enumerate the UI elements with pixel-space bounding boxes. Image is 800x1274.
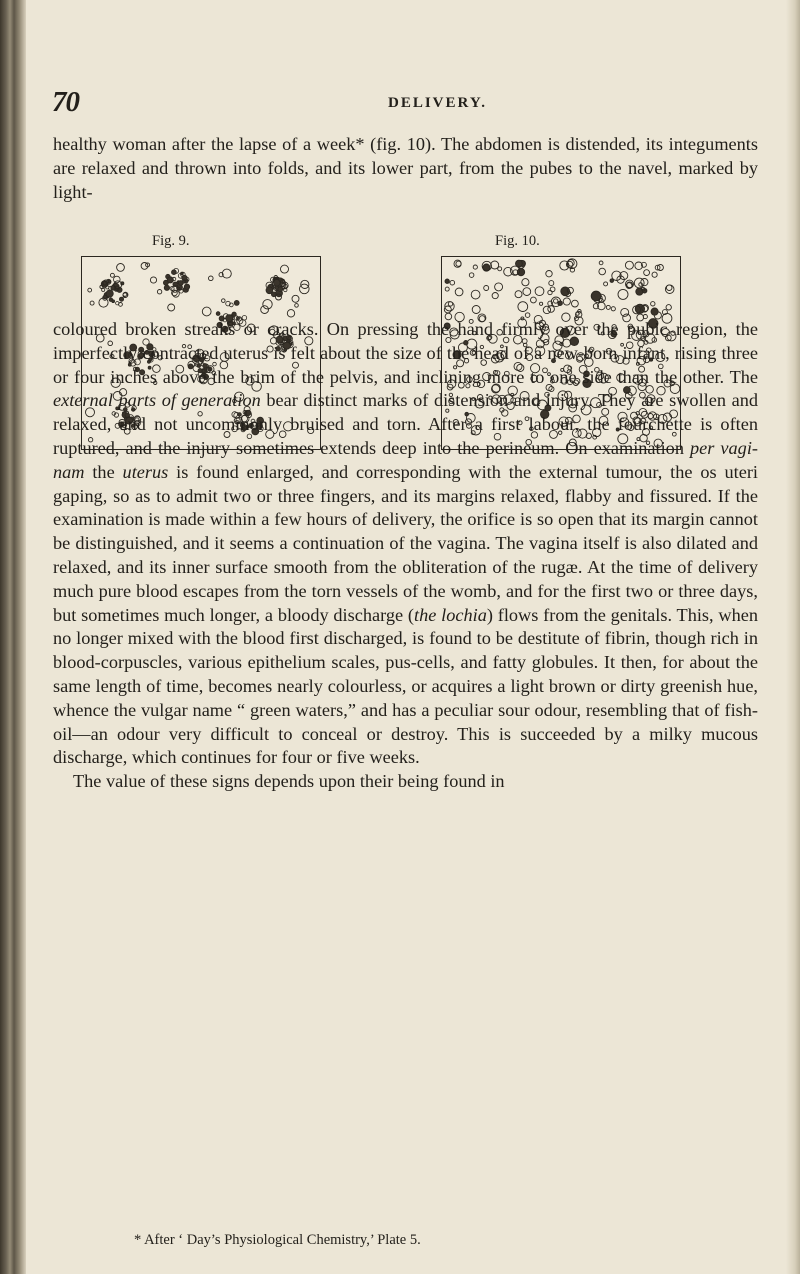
cell-mark [179, 281, 184, 286]
cell-mark [471, 290, 480, 299]
cell-mark [525, 313, 530, 318]
cell-mark [516, 260, 523, 267]
emphasis-lochia: the lochia [414, 604, 487, 625]
cell-mark [119, 297, 123, 301]
cell-mark [599, 268, 606, 275]
cell-mark [599, 261, 603, 265]
cell-mark [444, 306, 451, 313]
cell-mark [141, 263, 148, 270]
cell-mark [504, 267, 513, 276]
running-head: DELIVERY. [388, 95, 488, 111]
cell-mark [445, 287, 449, 291]
cell-mark [610, 279, 614, 283]
cell-mark [548, 290, 552, 294]
cell-mark [164, 285, 169, 290]
figure-10-caption: Fig. 10. [495, 233, 540, 249]
cell-mark [261, 306, 269, 314]
cell-mark [548, 306, 555, 313]
text-run: ) flows from the genitals. This, when no longer mixed with the blood first discharged, is found to be destitute of fibrin, though rich in blood-corpuscles, various epithelium scales, pus-cells, and fatty globules. It then, for about the same length of time, becomes nearly colourless, or acquires a light brown or dirty greenish hue, whence the vulgar name “ green waters,” and has a peculiar sour odour, resembling that of fish-oil—an odour very difficult to conceal or destroy. This is succeeded by a milky mucous discharge, which continues for four or five weeks. [53, 604, 758, 768]
page-number: 70 [52, 86, 79, 118]
emphasis-uterus: uterus [122, 461, 169, 482]
cell-mark [549, 281, 554, 286]
cell-mark [644, 270, 650, 276]
cell-mark [523, 288, 531, 296]
cell-mark [543, 306, 550, 313]
book-binding-gutter [0, 0, 26, 1274]
closing-paragraph: The value of these signs depends upon their being found in [73, 771, 505, 792]
cell-mark [652, 272, 657, 277]
cell-mark [531, 297, 537, 303]
text-run: bear distinct marks of distension and injury. They are swollen and relaxed, and not uncommonly bruised and torn. After a first labour, the fourchette is often ruptured, and the injury sometimes extends deep into the perineum. On examination [53, 390, 758, 458]
cell-mark [611, 307, 615, 311]
cell-mark [157, 290, 161, 294]
emphasis-per-vaginam: per vaginam [53, 437, 758, 482]
cell-mark [106, 290, 113, 297]
page-header [52, 86, 752, 120]
cell-mark [184, 284, 189, 289]
cell-mark [234, 300, 239, 305]
cell-mark [591, 291, 601, 301]
figure-9-caption: Fig. 9. [152, 233, 190, 249]
cell-mark [666, 285, 672, 291]
cell-mark [515, 291, 522, 298]
cell-mark [518, 302, 528, 312]
cell-mark [216, 312, 220, 316]
cell-mark [150, 277, 156, 283]
cell-mark [445, 279, 449, 283]
body-text-main [53, 318, 758, 794]
cell-mark [636, 288, 643, 295]
cell-mark [469, 273, 474, 278]
body-text-top [53, 133, 758, 204]
cell-mark [110, 273, 114, 277]
text-run: coloured broken streaks or cracks. On pressing the hand firmly over the pubic region, the imperfectly contracted uterus is felt about the size of the head of a new-born infant, rising three or four inches above the brim of the pelvis, and inclining more to one side than the other. The [53, 319, 758, 387]
cell-mark [651, 308, 658, 315]
cell-mark [651, 302, 655, 306]
cell-mark [492, 293, 498, 299]
cell-mark [292, 295, 299, 302]
cell-mark [517, 268, 524, 275]
cell-mark [112, 300, 115, 303]
cell-mark [606, 305, 610, 309]
cell-mark [540, 302, 543, 305]
cell-mark [209, 276, 214, 281]
paragraph-continued: healthy woman after the lapse of a week* (fig. 10). The abdomen is distended, its integuments are relaxed and thrown into folds, and its lower part, from the pubes to the navel, marked by light- [53, 134, 758, 202]
cell-mark [90, 301, 94, 305]
cell-mark [287, 310, 294, 317]
cell-mark [450, 280, 455, 285]
cell-mark [274, 280, 281, 287]
cell-mark [618, 289, 628, 299]
cell-mark [167, 277, 173, 283]
cell-mark [621, 308, 629, 316]
cell-mark [625, 261, 633, 269]
cell-mark [495, 283, 503, 291]
cell-mark [173, 290, 180, 297]
cell-mark [558, 301, 563, 306]
cell-mark [222, 269, 231, 278]
footnote: * After ‘ Day’s Physiological Chemistry,’ Plate 5. [134, 1232, 421, 1248]
cell-mark [484, 286, 489, 291]
cell-mark [572, 300, 579, 307]
cell-mark [455, 288, 463, 296]
cell-mark [278, 287, 283, 292]
cell-mark [604, 282, 608, 286]
cell-mark [281, 265, 289, 273]
cell-mark [222, 299, 226, 303]
text-run: is found enlarged, and corresponding with the external tumour, the os uteri gaping, so as to admit two or three fingers, and its margins relaxed, flabby and fissured. If the examination is made within a few hours of delivery, the orifice is so open that its margin cannot be distinguished, and it seems a continuation of the vagina. The vagina itself is also dilated and relaxed, and its inner surface smooth from the obliteration of the rugæ. At the time of delivery much pure blood escapes from the torn vessels of the womb, and for the first two or three days, but sometimes much longer, a bloody discharge ( [53, 461, 758, 625]
text-run: the [84, 461, 123, 482]
cell-mark [172, 270, 177, 275]
page-edge-shadow [786, 0, 800, 1274]
cell-mark [472, 306, 480, 314]
cell-mark [473, 265, 477, 269]
cell-mark [168, 304, 175, 311]
cell-mark [295, 304, 299, 308]
cell-mark [88, 288, 92, 292]
cell-mark [498, 267, 502, 271]
emphasis-external-parts: external parts of generation [53, 390, 261, 411]
cell-mark [666, 305, 671, 310]
cell-mark [563, 298, 570, 305]
cell-mark [554, 299, 558, 303]
cell-mark [546, 271, 552, 277]
cell-mark [119, 303, 123, 307]
cell-mark [181, 272, 184, 275]
cell-mark [202, 307, 211, 316]
main-paragraph [53, 318, 758, 770]
cell-mark [535, 287, 544, 296]
cell-mark [522, 279, 529, 286]
cell-mark [117, 264, 125, 272]
